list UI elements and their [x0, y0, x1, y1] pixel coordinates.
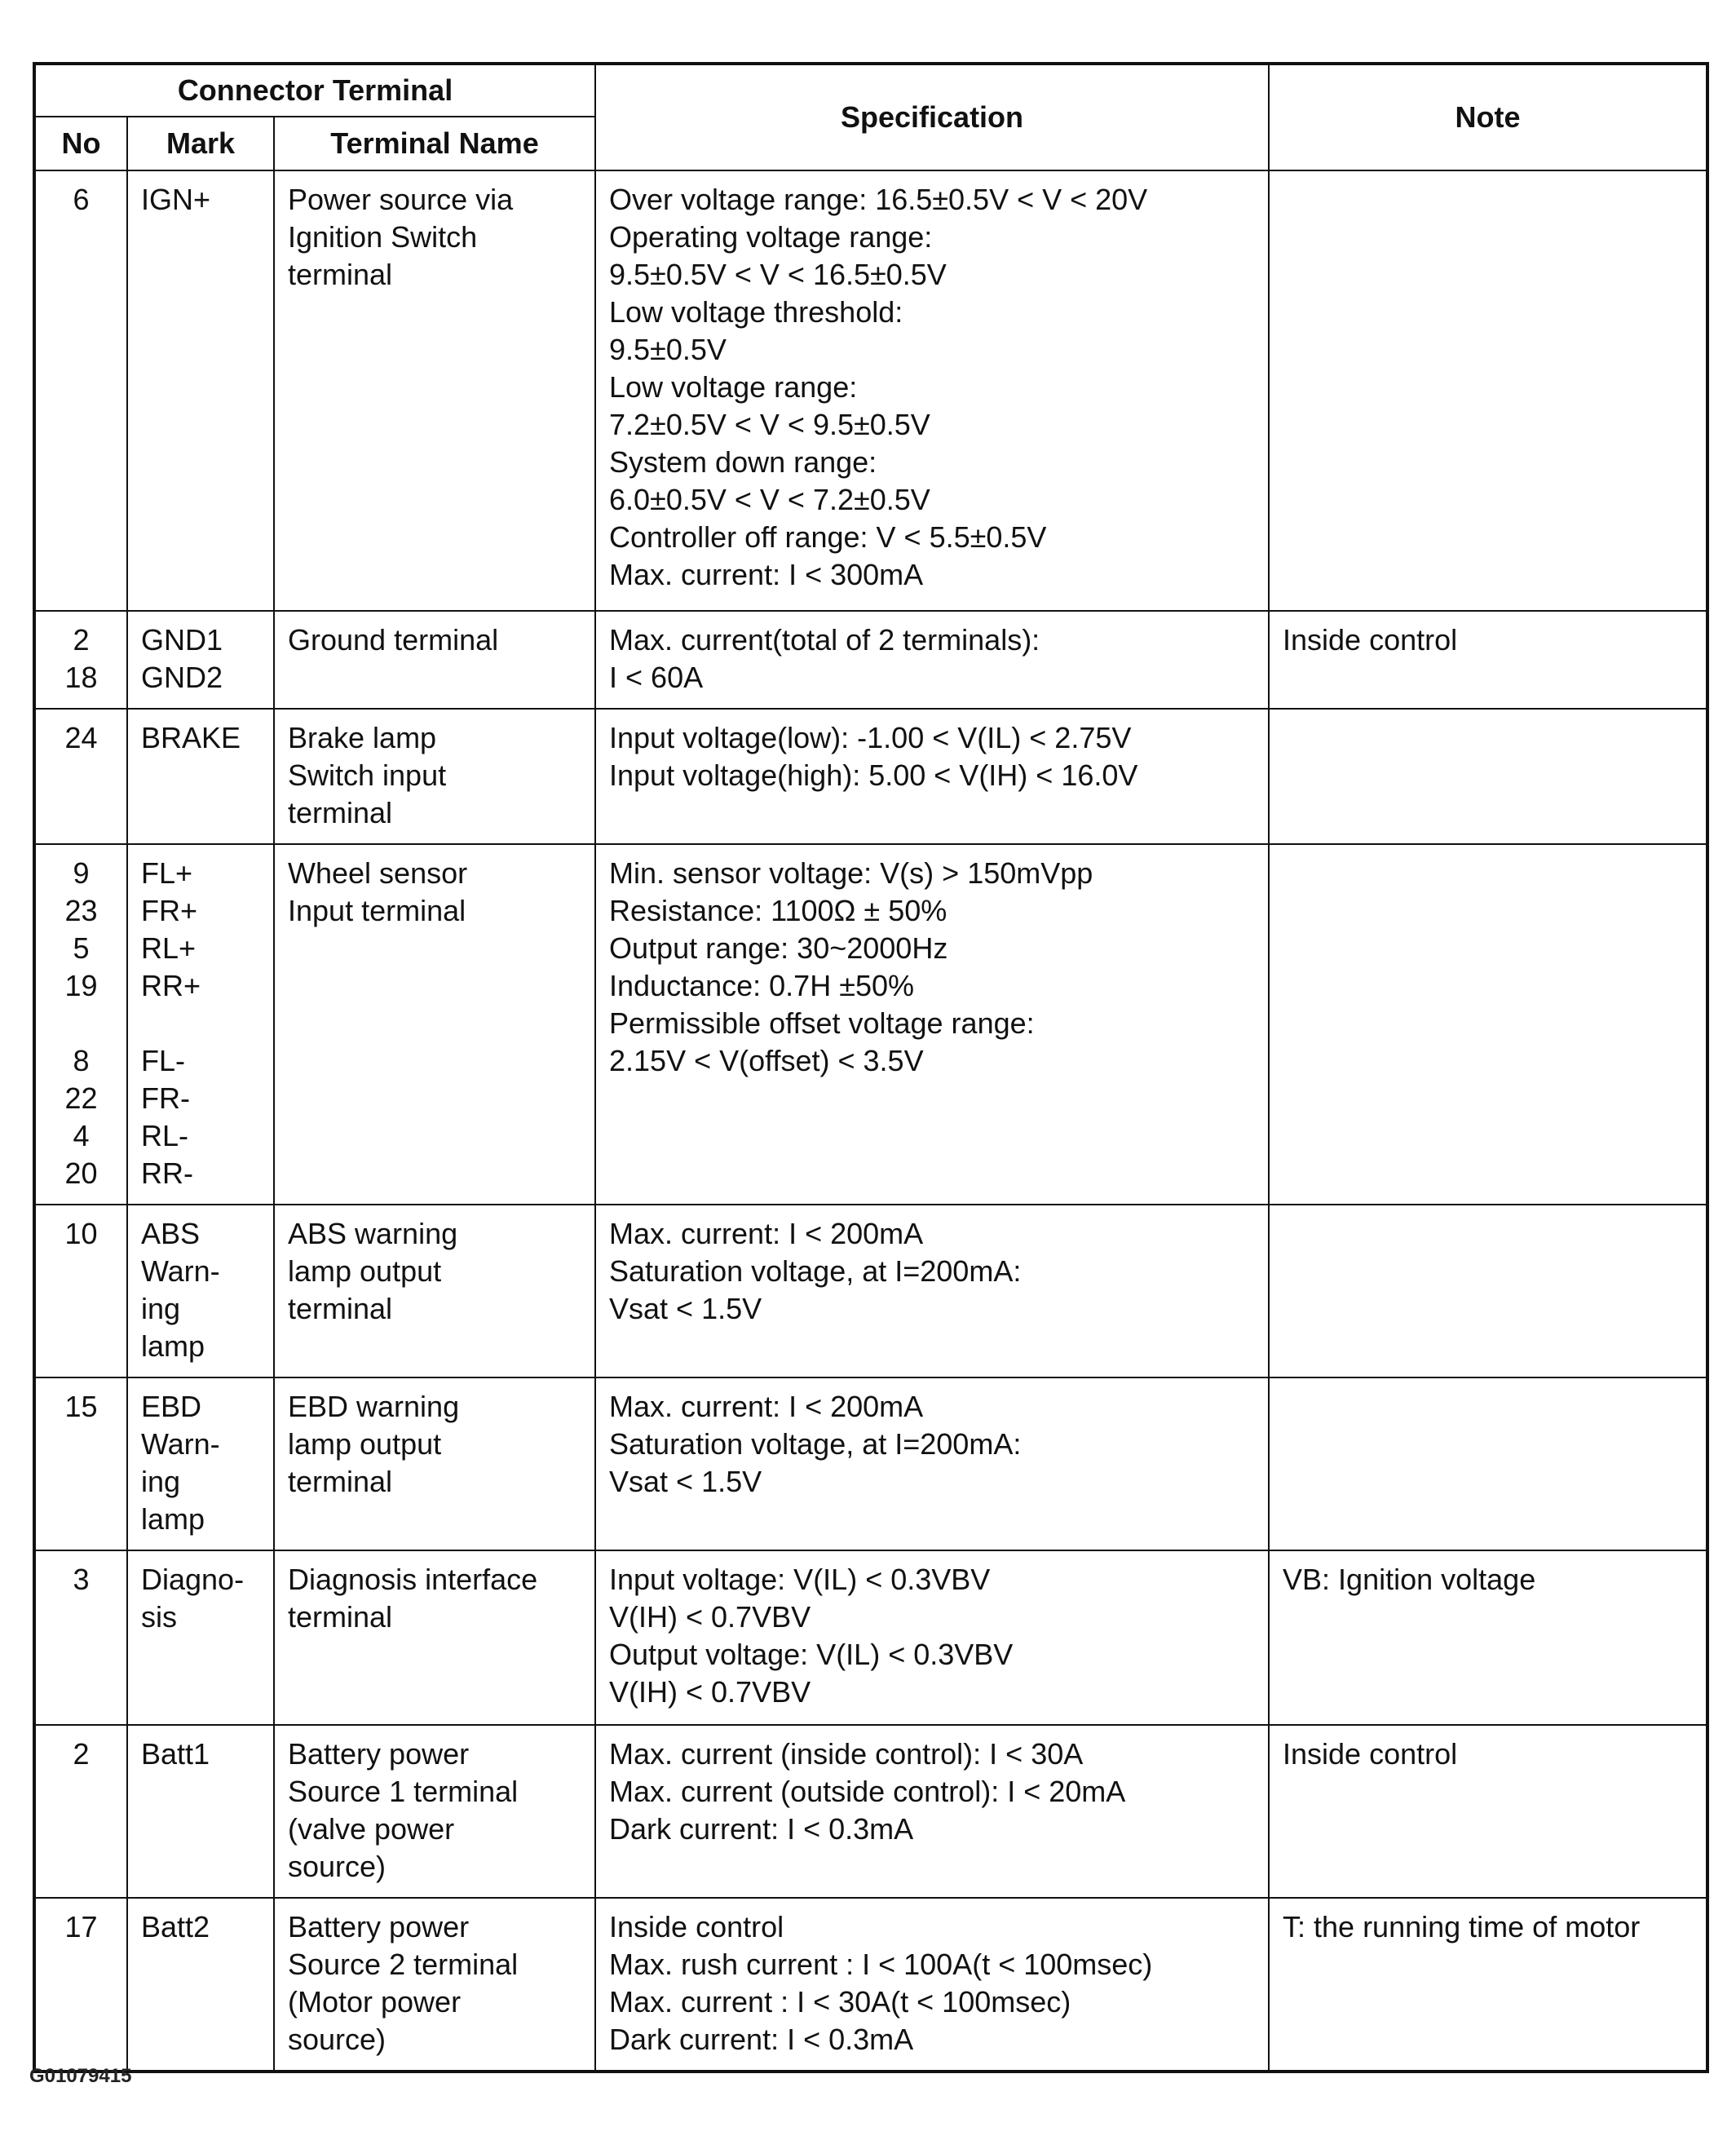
cell-specification-line: Max. current (inside control): I < 30A	[609, 1737, 1084, 1771]
cell-no-line: 2	[73, 623, 90, 657]
cell-terminal-name	[274, 709, 595, 844]
cell-note	[1269, 844, 1707, 1205]
cell-terminal-name-line: Source 1 terminal	[288, 1775, 519, 1808]
cell-note-line	[1283, 1215, 1693, 1253]
cell-no	[34, 1550, 127, 1725]
cell-specification	[595, 1377, 1269, 1550]
header-no: No	[34, 117, 127, 170]
cell-mark-line: Warn-	[141, 1427, 220, 1461]
cell-terminal-name	[274, 1550, 595, 1725]
cell-no-line: 17	[64, 1910, 98, 1943]
cell-specification-line: Max. rush current : I < 100A(t < 100msec)	[609, 1948, 1153, 1981]
cell-note-line: VB: Ignition voltage	[1283, 1563, 1536, 1596]
cell-specification-line: V(IH) < 0.7VBV	[609, 1675, 811, 1709]
cell-terminal-name-line: source)	[288, 2023, 387, 2056]
cell-specification	[595, 1205, 1269, 1377]
cell-specification-line: Min. sensor voltage: V(s) > 150mVpp	[609, 856, 1093, 890]
cell-specification-line: V(IH) < 0.7VBV	[609, 1600, 811, 1634]
cell-mark-line: ABS	[141, 1217, 201, 1250]
cell-terminal-name-line: Ignition Switch	[288, 220, 478, 254]
cell-no-line: 20	[64, 1156, 98, 1190]
cell-note	[1269, 1898, 1707, 2072]
cell-no	[34, 1377, 127, 1550]
table-row	[34, 1725, 1707, 1898]
cell-no	[34, 170, 127, 611]
cell-specification-line: Inside control	[609, 1910, 784, 1943]
cell-no-line: 6	[73, 183, 90, 216]
cell-no-line: 24	[64, 721, 98, 754]
cell-terminal-name-line: Brake lamp	[288, 721, 437, 754]
cell-mark-line: Warn-	[141, 1254, 220, 1288]
cell-specification	[595, 844, 1269, 1205]
cell-mark-line: EBD	[141, 1390, 202, 1423]
table-row	[34, 844, 1707, 1205]
cell-terminal-name-line: Ground terminal	[288, 623, 499, 657]
cell-specification-line: System down range:	[609, 445, 877, 479]
cell-terminal-name-line: Power source via	[288, 183, 514, 216]
cell-terminal-name	[274, 1725, 595, 1898]
cell-specification-line: Input voltage(low): -1.00 < V(IL) < 2.75V	[609, 721, 1132, 754]
cell-mark-line: BRAKE	[141, 721, 241, 754]
header-terminal-name: Terminal Name	[274, 117, 595, 170]
cell-no-line: 19	[64, 969, 98, 1002]
spec-table-sheet	[33, 62, 1706, 2073]
cell-specification	[595, 1898, 1269, 2072]
cell-specification-line: Resistance: 1100Ω ± 50%	[609, 894, 948, 927]
cell-specification-line: Over voltage range: 16.5±0.5V < V < 20V	[609, 183, 1148, 216]
cell-mark	[127, 709, 274, 844]
cell-specification	[595, 1550, 1269, 1725]
cell-mark-line: lamp	[141, 1502, 205, 1536]
cell-specification	[595, 170, 1269, 611]
cell-terminal-name-line: Source 2 terminal	[288, 1948, 519, 1981]
cell-specification-line: Dark current: I < 0.3mA	[609, 1812, 914, 1846]
cell-specification-line: Operating voltage range:	[609, 220, 933, 254]
cell-specification-line: Max. current: I < 200mA	[609, 1390, 924, 1423]
cell-terminal-name-line: source)	[288, 1850, 387, 1883]
cell-specification-line: Input voltage(high): 5.00 < V(IH) < 16.0V	[609, 758, 1138, 792]
cell-terminal-name-line: (valve power	[288, 1812, 455, 1846]
cell-terminal-name-line: terminal	[288, 1292, 393, 1325]
cell-mark-line: ing	[141, 1465, 181, 1498]
cell-terminal-name	[274, 1377, 595, 1550]
cell-no	[34, 1205, 127, 1377]
cell-terminal-name-line: lamp output	[288, 1254, 442, 1288]
cell-terminal-name-line: terminal	[288, 1600, 393, 1634]
cell-mark	[127, 611, 274, 709]
cell-note	[1269, 611, 1707, 709]
table-row	[34, 1205, 1707, 1377]
cell-mark-line: FR+	[141, 894, 198, 927]
cell-terminal-name-line: EBD warning	[288, 1390, 460, 1423]
cell-no	[34, 1725, 127, 1898]
cell-specification-line: Low voltage threshold:	[609, 295, 903, 329]
cell-specification-line: Saturation voltage, at I=200mA:	[609, 1254, 1022, 1288]
figure-id: G01079415	[29, 2065, 132, 2087]
cell-mark-line	[141, 1005, 260, 1042]
cell-mark-line: GND2	[141, 661, 223, 694]
cell-note-line	[1283, 719, 1693, 757]
cell-specification-line: Max. current: I < 300mA	[609, 558, 924, 591]
cell-mark-line: RL+	[141, 931, 197, 965]
cell-specification	[595, 709, 1269, 844]
header-note: Note	[1269, 64, 1707, 170]
cell-specification-line: Saturation voltage, at I=200mA:	[609, 1427, 1022, 1461]
cell-note	[1269, 1550, 1707, 1725]
cell-specification-line: 6.0±0.5V < V < 7.2±0.5V	[609, 483, 930, 516]
cell-terminal-name-line: terminal	[288, 1465, 393, 1498]
cell-terminal-name	[274, 844, 595, 1205]
cell-terminal-name-line: Diagnosis interface	[288, 1563, 538, 1596]
cell-specification-line: Vsat < 1.5V	[609, 1465, 762, 1498]
cell-note	[1269, 170, 1707, 611]
cell-terminal-name-line: ABS warning	[288, 1217, 458, 1250]
cell-terminal-name-line: Battery power	[288, 1737, 470, 1771]
cell-no	[34, 1898, 127, 2072]
cell-note-line: Inside control	[1283, 1737, 1458, 1771]
cell-no-line: 8	[73, 1044, 90, 1077]
cell-mark-line: Batt2	[141, 1910, 210, 1943]
cell-no-line: 5	[73, 931, 90, 965]
cell-no-line: 4	[73, 1119, 90, 1152]
cell-no-line: 15	[64, 1390, 98, 1423]
cell-specification-line: Inductance: 0.7H ±50%	[609, 969, 915, 1002]
cell-mark-line: IGN+	[141, 183, 211, 216]
cell-mark	[127, 1550, 274, 1725]
cell-note	[1269, 709, 1707, 844]
cell-note	[1269, 1377, 1707, 1550]
cell-specification	[595, 1725, 1269, 1898]
cell-terminal-name	[274, 1898, 595, 2072]
cell-terminal-name	[274, 1205, 595, 1377]
table-row	[34, 170, 1707, 611]
cell-specification-line: Max. current(total of 2 terminals):	[609, 623, 1040, 657]
header-specification: Specification	[595, 64, 1269, 170]
cell-specification-line: Output range: 30~2000Hz	[609, 931, 948, 965]
cell-specification-line: Max. current (outside control): I < 20mA	[609, 1775, 1126, 1808]
cell-no-line: 3	[73, 1563, 90, 1596]
table-header	[34, 64, 1707, 170]
cell-note	[1269, 1725, 1707, 1898]
table-body	[34, 170, 1707, 2072]
cell-mark	[127, 1725, 274, 1898]
cell-mark-line: lamp	[141, 1329, 205, 1363]
cell-mark	[127, 844, 274, 1205]
cell-no	[34, 611, 127, 709]
cell-terminal-name-line: terminal	[288, 796, 393, 829]
cell-note-line	[1283, 1388, 1693, 1426]
cell-mark	[127, 1205, 274, 1377]
cell-specification-line: I < 60A	[609, 661, 704, 694]
cell-specification-line: Max. current : I < 30A(t < 100msec)	[609, 1985, 1071, 2019]
cell-specification-line: Output voltage: V(IL) < 0.3VBV	[609, 1638, 1014, 1671]
table-row	[34, 709, 1707, 844]
cell-note-line: T: the running time of motor	[1283, 1910, 1641, 1943]
cell-terminal-name	[274, 611, 595, 709]
cell-note	[1269, 1205, 1707, 1377]
header-mark: Mark	[127, 117, 274, 170]
cell-mark	[127, 170, 274, 611]
cell-no-line: 9	[73, 856, 90, 890]
table-row	[34, 1550, 1707, 1725]
cell-specification-line: 2.15V < V(offset) < 3.5V	[609, 1044, 924, 1077]
cell-mark	[127, 1898, 274, 2072]
cell-no-line: 18	[64, 661, 98, 694]
cell-mark-line: ing	[141, 1292, 181, 1325]
cell-specification-line: 9.5±0.5V	[609, 333, 727, 366]
cell-no-line: 22	[64, 1081, 98, 1115]
cell-specification-line: Input voltage: V(IL) < 0.3VBV	[609, 1563, 991, 1596]
cell-specification	[595, 611, 1269, 709]
table-row	[34, 611, 1707, 709]
cell-specification-line: Dark current: I < 0.3mA	[609, 2023, 914, 2056]
cell-mark-line: FR-	[141, 1081, 190, 1115]
cell-mark	[127, 1377, 274, 1550]
cell-specification-line: Low voltage range:	[609, 370, 858, 404]
cell-mark-line: RL-	[141, 1119, 189, 1152]
cell-mark-line: Batt1	[141, 1737, 210, 1771]
header-connector-terminal: Connector Terminal	[34, 64, 595, 117]
cell-specification-line: Controller off range: V < 5.5±0.5V	[609, 520, 1047, 554]
cell-terminal-name-line: Switch input	[288, 758, 447, 792]
cell-mark-line: Diagno-	[141, 1563, 245, 1596]
cell-mark-line: FL+	[141, 856, 193, 890]
cell-terminal-name-line: Input terminal	[288, 894, 466, 927]
cell-note-line	[1283, 181, 1693, 219]
cell-terminal-name-line: Wheel sensor	[288, 856, 468, 890]
cell-specification-line: Permissible offset voltage range:	[609, 1006, 1035, 1040]
cell-no-line: 10	[64, 1217, 98, 1250]
cell-no-line: 23	[64, 894, 98, 927]
cell-terminal-name-line: (Motor power	[288, 1985, 462, 2019]
cell-specification-line: 7.2±0.5V < V < 9.5±0.5V	[609, 408, 930, 441]
cell-terminal-name-line: lamp output	[288, 1427, 442, 1461]
cell-no	[34, 844, 127, 1205]
cell-terminal-name	[274, 170, 595, 611]
cell-no-line	[49, 1005, 113, 1042]
cell-specification-line: Vsat < 1.5V	[609, 1292, 762, 1325]
cell-no	[34, 709, 127, 844]
cell-specification-line: Max. current: I < 200mA	[609, 1217, 924, 1250]
cell-no-line: 2	[73, 1737, 90, 1771]
cell-specification-line: 9.5±0.5V < V < 16.5±0.5V	[609, 258, 947, 291]
cell-note-line: Inside control	[1283, 623, 1458, 657]
cell-terminal-name-line: terminal	[288, 258, 393, 291]
cell-mark-line: RR+	[141, 969, 201, 1002]
cell-terminal-name-line: Battery power	[288, 1910, 470, 1943]
connector-spec-table	[33, 62, 1709, 2073]
cell-mark-line: RR-	[141, 1156, 193, 1190]
cell-mark-line: FL-	[141, 1044, 185, 1077]
cell-note-line	[1283, 855, 1693, 892]
table-row	[34, 1898, 1707, 2072]
cell-mark-line: GND1	[141, 623, 223, 657]
cell-mark-line: sis	[141, 1600, 177, 1634]
table-row	[34, 1377, 1707, 1550]
